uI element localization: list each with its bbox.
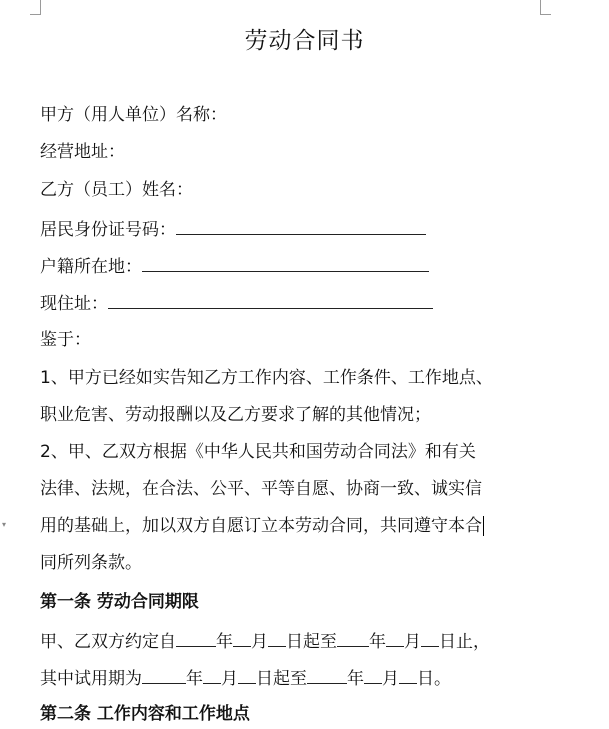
day-end-label: 日止， — [439, 632, 490, 652]
field-current-address[interactable] — [40, 291, 433, 315]
field-label: 经营地址： — [40, 142, 125, 162]
text-cursor — [483, 516, 484, 536]
probation-line — [40, 666, 451, 690]
probation-prefix: 其中试用期为 — [40, 669, 142, 689]
document-title: 劳动合同书 — [244, 28, 365, 54]
clause-2-line-2: 法律、法规，在合法、公平、平等自愿、协商一致、诚实信 — [40, 479, 482, 499]
day-end-label: 日。 — [417, 669, 451, 689]
field-label: 户籍所在地： — [40, 257, 142, 277]
start-year-blank[interactable] — [176, 629, 216, 647]
field-label: 居民身份证号码： — [40, 220, 176, 240]
probation-start-month-blank[interactable] — [203, 666, 221, 684]
start-day-blank[interactable] — [268, 629, 286, 647]
contract-term-line — [40, 629, 490, 653]
year-label: 年 — [216, 632, 233, 652]
probation-end-month-blank[interactable] — [364, 666, 382, 684]
page-corner-mark-top-left — [30, 0, 41, 15]
end-day-blank[interactable] — [421, 629, 439, 647]
year-label: 年 — [186, 669, 203, 689]
clause-2-line-1: 2、甲、乙双方根据《中华人民共和国劳动合同法》和有关 — [40, 442, 476, 462]
article-2-heading: 第二条 工作内容和工作地点 — [40, 704, 250, 724]
field-label: 乙方（员工）姓名： — [40, 180, 193, 200]
probation-start-day-blank[interactable] — [238, 666, 256, 684]
month-label: 月 — [251, 632, 268, 652]
field-party-b-name[interactable] — [40, 179, 193, 201]
end-year-blank[interactable] — [337, 629, 369, 647]
household-registration-blank[interactable] — [142, 254, 429, 272]
probation-start-year-blank[interactable] — [142, 666, 186, 684]
field-label: 现住址： — [40, 294, 108, 314]
field-household-registration[interactable] — [40, 254, 429, 278]
probation-end-year-blank[interactable] — [307, 666, 347, 684]
year-label: 年 — [369, 632, 386, 652]
clause-2-line-4: 同所列条款。 — [40, 553, 142, 573]
month-label: 月 — [382, 669, 399, 689]
probation-end-day-blank[interactable] — [399, 666, 417, 684]
clause-2-line-3-wrap — [40, 515, 484, 537]
margin-marker-icon: ▾ — [2, 520, 7, 529]
day-from-label: 日起至 — [286, 632, 337, 652]
clause-1-line-1: 1、甲方已经如实告知乙方工作内容、工作条件、工作地点、 — [40, 368, 493, 388]
day-from-label: 日起至 — [256, 669, 307, 689]
field-business-address[interactable] — [40, 141, 125, 163]
clause-2-line-3: 用的基础上，加以双方自愿订立本劳动合同，共同遵守本合 — [40, 516, 482, 536]
whereas-label: 鉴于： — [40, 330, 91, 350]
id-number-blank[interactable] — [176, 217, 426, 235]
term-prefix: 甲、乙双方约定自 — [40, 632, 176, 652]
page-corner-mark-top-right — [540, 0, 551, 15]
start-month-blank[interactable] — [233, 629, 251, 647]
article-1-heading: 第一条 劳动合同期限 — [40, 592, 199, 612]
month-label: 月 — [221, 669, 238, 689]
field-party-a-name[interactable] — [40, 104, 227, 126]
year-label: 年 — [347, 669, 364, 689]
current-address-blank[interactable] — [108, 291, 433, 309]
month-label: 月 — [404, 632, 421, 652]
end-month-blank[interactable] — [386, 629, 404, 647]
clause-1-line-2: 职业危害、劳动报酬以及乙方要求了解的其他情况； — [40, 405, 431, 425]
field-id-number[interactable] — [40, 217, 426, 241]
field-label: 甲方（用人单位）名称： — [40, 105, 227, 125]
